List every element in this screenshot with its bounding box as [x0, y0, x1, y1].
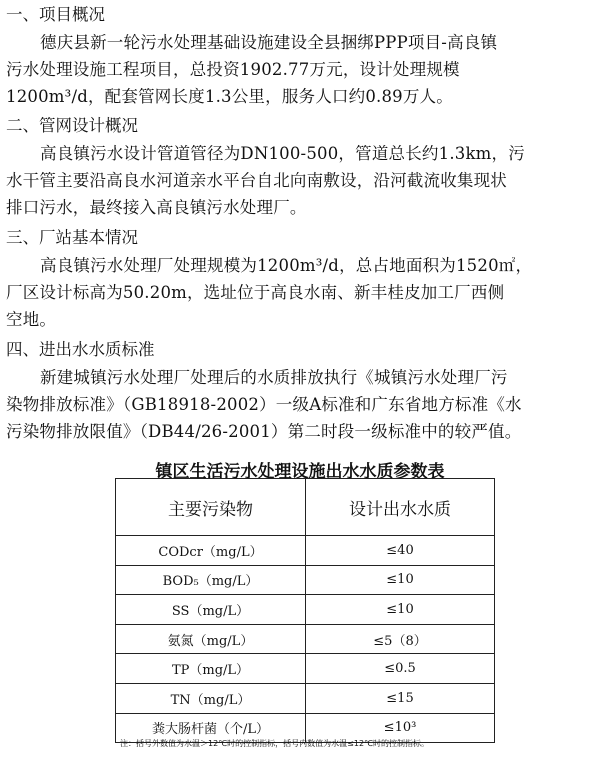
pollutant-cell: TN（mg/L） [116, 683, 306, 713]
column-header-pollutant: 主要污染物 [116, 479, 306, 536]
value-cell: ≤40 [306, 536, 495, 566]
value-cell: ≤15 [306, 683, 495, 713]
table-header-row [116, 479, 495, 536]
paragraph-line: 新建城镇污水处理厂处理后的水质排放执行《城镇污水处理厂污 [40, 368, 508, 387]
table-row [116, 565, 495, 595]
section-heading-1: 一、项目概况 [6, 5, 105, 24]
value-cell: ≤5（8） [306, 624, 495, 654]
paragraph-line: 水干管主要沿高良水河道亲水平台自北向南敷设，沿河截流收集现状 [6, 171, 507, 190]
table-footnote: 注：括号外数值为水温＞12℃时的控制指标，括号内数值为水温≤12℃时的控制指标。 [120, 739, 430, 748]
value-cell: ≤0.5 [306, 654, 495, 684]
pollutant-cell: 氨氮（mg/L） [116, 624, 306, 654]
pollutant-cell: CODcr（mg/L） [116, 536, 306, 566]
pollutant-cell: BOD₅（mg/L） [116, 565, 306, 595]
table-caption: 镇区生活污水处理设施出水水质参数表 [155, 462, 445, 482]
section-heading-4: 四、进出水水质标准 [6, 340, 155, 359]
paragraph-line: 1200m³/d，配套管网长度1.3公里，服务人口约0.89万人。 [6, 87, 453, 106]
pollutant-cell: SS（mg/L） [116, 595, 306, 625]
paragraph-line: 空地。 [6, 310, 57, 329]
pollutant-cell: 粪大肠杆菌（个/L） [116, 713, 306, 743]
table-row [116, 654, 495, 684]
pollutant-cell: TP（mg/L） [116, 654, 306, 684]
value-cell: ≤10 [306, 565, 495, 595]
paragraph-line: 厂区设计标高为50.20m，选址位于高良水南、新丰桂皮加工厂西侧 [6, 283, 505, 302]
value-cell: ≤10³ [306, 713, 495, 743]
paragraph-line: 德庆县新一轮污水处理基础设施建设全县捆绑PPP项目-高良镇 [40, 33, 498, 52]
table-row [116, 683, 495, 713]
value-cell: ≤10 [306, 595, 495, 625]
table-row [116, 536, 495, 566]
paragraph-line: 排口污水，最终接入高良镇污水处理厂。 [6, 198, 307, 217]
section-heading-3: 三、厂站基本情况 [6, 228, 138, 247]
table-row [116, 595, 495, 625]
paragraph-line: 高良镇污水设计管道管径为DN100-500，管道总长约1.3km，污 [40, 144, 525, 163]
water-quality-table [115, 478, 495, 743]
column-header-effluent-quality: 设计出水水质 [306, 479, 495, 536]
paragraph-line: 高良镇污水处理厂处理规模为1200m³/d，总占地面积为1520㎡， [40, 256, 533, 275]
paragraph-line: 污染物排放限值》（DB44/26-2001）第二时段一级标准中的较严值。 [6, 422, 522, 441]
section-heading-2: 二、管网设计概况 [6, 116, 138, 135]
table-row [116, 624, 495, 654]
paragraph-line: 染物排放标准》（GB18918-2002）一级A标准和广东省地方标准《水 [6, 395, 522, 414]
paragraph-line: 污水处理设施工程项目，总投资1902.77万元，设计处理规模 [6, 60, 460, 79]
